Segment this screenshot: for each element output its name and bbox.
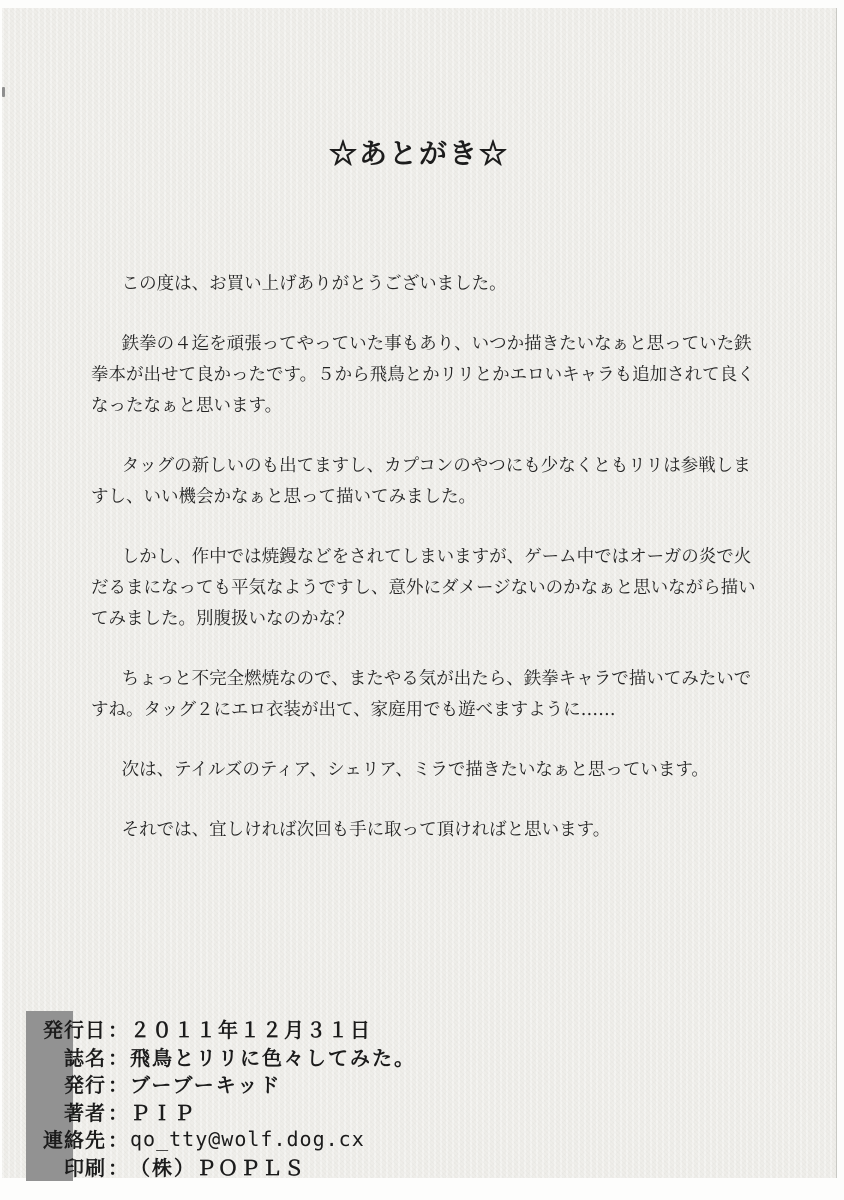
colophon-separator: ： — [108, 1073, 128, 1098]
colophon-row-author — [2, 1098, 602, 1126]
colophon-value: 飛鳥とリリに色々してみた。 — [130, 1045, 416, 1070]
colophon-label: 発行 — [64, 1073, 106, 1098]
colophon-row-publisher — [2, 1070, 602, 1098]
afterword-title: ☆あとがき☆ — [328, 137, 509, 170]
afterword-paragraph: ちょっと不完全燃焼なので、またやる気が出たら、鉄拳キャラで描いてみたいですね。タッグ２にエロ衣装が出て、家庭用でも遊べますように…… — [91, 669, 752, 720]
colophon-separator: ： — [108, 1045, 128, 1070]
colophon-value: ブーブーキッド — [130, 1073, 282, 1098]
colophon-separator: ： — [108, 1018, 128, 1043]
colophon-row-publish-date — [2, 1015, 602, 1043]
afterword-paragraph: それでは、宜しければ次回も手に取って頂ければと思います。 — [121, 820, 611, 840]
colophon-label: 著者 — [64, 1100, 106, 1125]
colophon-value: ＰＩＰ — [130, 1100, 196, 1125]
colophon — [2, 1015, 602, 1180]
afterword-body — [91, 269, 759, 875]
colophon-row-book-title — [2, 1043, 602, 1071]
colophon-row-printer — [2, 1153, 602, 1181]
afterword-paragraph: 次は、テイルズのティア、シェリア、ミラで描きたいなぁと思っています。 — [121, 760, 709, 780]
colophon-contact-email: qo_tty@wolf.dog.cx — [130, 1126, 365, 1151]
colophon-value: ２０１１年１２月３１日 — [130, 1018, 372, 1043]
colophon-label: 誌名 — [64, 1045, 106, 1070]
colophon-label: 連絡先 — [43, 1128, 106, 1153]
colophon-value: （株）ＰＯＰＬＳ — [130, 1155, 306, 1180]
afterword-paragraph: タッグの新しいのも出てますし、カプコンのやつにも少なくともリリは参戦しますし、いい機会かなぁと思って描いてみました。 — [91, 456, 751, 507]
colophon-separator: ： — [108, 1100, 128, 1125]
colophon-label: 印刷 — [64, 1155, 106, 1180]
afterword-paragraph: しかし、作中では焼鏝などをされてしまいますが、ゲーム中ではオーガの炎で火だるまになっても平気なようですし、意外にダメージないのかなぁと思いながら描いてみました。別腹扱いなのかな？ — [91, 547, 756, 629]
scan-artifact-mark — [2, 87, 5, 97]
colophon-separator: ： — [108, 1128, 128, 1153]
afterword-paragraph: この度は、お買い上げありがとうございました。 — [121, 274, 507, 294]
scanned-page — [2, 8, 837, 1178]
colophon-separator: ： — [108, 1155, 128, 1180]
afterword-paragraph: 鉄拳の４迄を頑張ってやっていた事もあり、いつか描きたいなぁと思っていた鉄拳本が出せて良かったです。５から飛鳥とかリリとかエロいキャラも追加されて良くなったなぁと思います。 — [91, 334, 755, 416]
colophon-label: 発行日 — [43, 1018, 106, 1043]
colophon-row-contact — [2, 1125, 602, 1153]
